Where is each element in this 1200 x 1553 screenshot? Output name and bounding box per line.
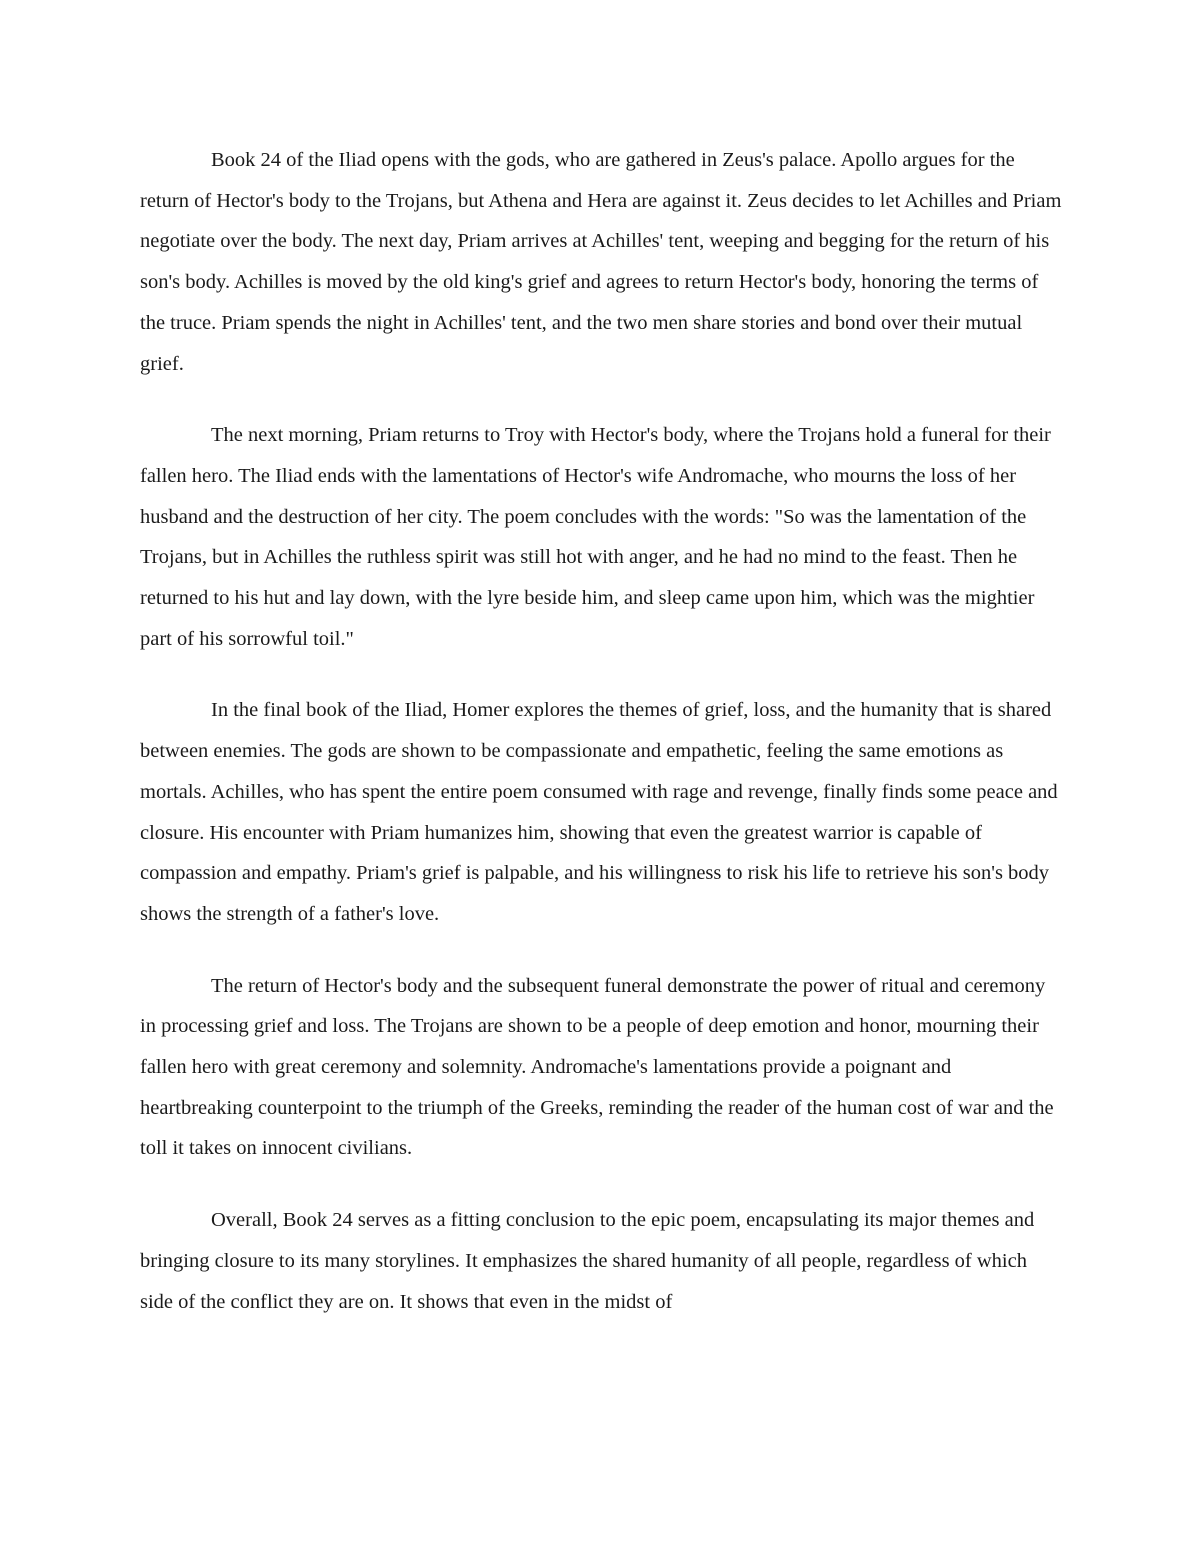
paragraph-5: Overall, Book 24 serves as a fitting conclusion to the epic poem, encapsulating its major themes and bringing closure to its many storylines. It emphasizes the shared humanity of all people, regardless of which side of the conflict they are on. It shows that even in the midst of (140, 1209, 1035, 1313)
paragraph-1: Book 24 of the Iliad opens with the gods, who are gathered in Zeus's palace. Apollo argues for the return of Hector's body to the Trojans, but Athena and Hera are against it. Zeus decides to let Achilles and Priam negotiate over the body. The next day, Priam arrives at Achilles' tent, weeping and begging for the return of his son's body. Achilles is moved by the old king's grief and agrees to return Hector's body, honoring the terms of the truce. Priam spends the night in Achilles' tent, and the two men share stories and bond over their mutual grief. (140, 149, 1062, 375)
paragraph-4: The return of Hector's body and the subsequent funeral demonstrate the power of ritual and ceremony in processing grief and loss. The Trojans are shown to be a people of deep emotion and honor, mourning their fallen hero with great ceremony and solemnity. Andromache's lamentations provide a poignant and heartbreaking counterpoint to the triumph of the Greeks, reminding the reader of the human cost of war and the toll it takes on innocent civilians. (140, 974, 1054, 1160)
paragraph-2: The next morning, Priam returns to Troy with Hector's body, where the Trojans hold a funeral for their fallen hero. The Iliad ends with the lamentations of Hector's wife Andromache, who mourns the loss of her husband and the destruction of her city. The poem concludes with the words: "So was the lamentation of the Trojans, but in Achilles the ruthless spirit was still hot with anger, and he had no mind to the feast. Then he returned to his hut and lay down, with the lyre beside him, and sleep came upon him, which was the mightier part of his sorrowful toil." (140, 424, 1051, 650)
paragraph-3: In the final book of the Iliad, Homer explores the themes of grief, loss, and the humanity that is shared between enemies. The gods are shown to be compassionate and empathetic, feeling the same emotions as mortals. Achilles, who has spent the entire poem consumed with rage and revenge, finally finds some peace and closure. His encounter with Priam humanizes him, showing that even the greatest warrior is capable of compassion and empathy. Priam's grief is palpable, and his willingness to risk his life to retrieve his son's body shows the strength of a father's love. (140, 699, 1058, 925)
document-body (140, 140, 1062, 1322)
